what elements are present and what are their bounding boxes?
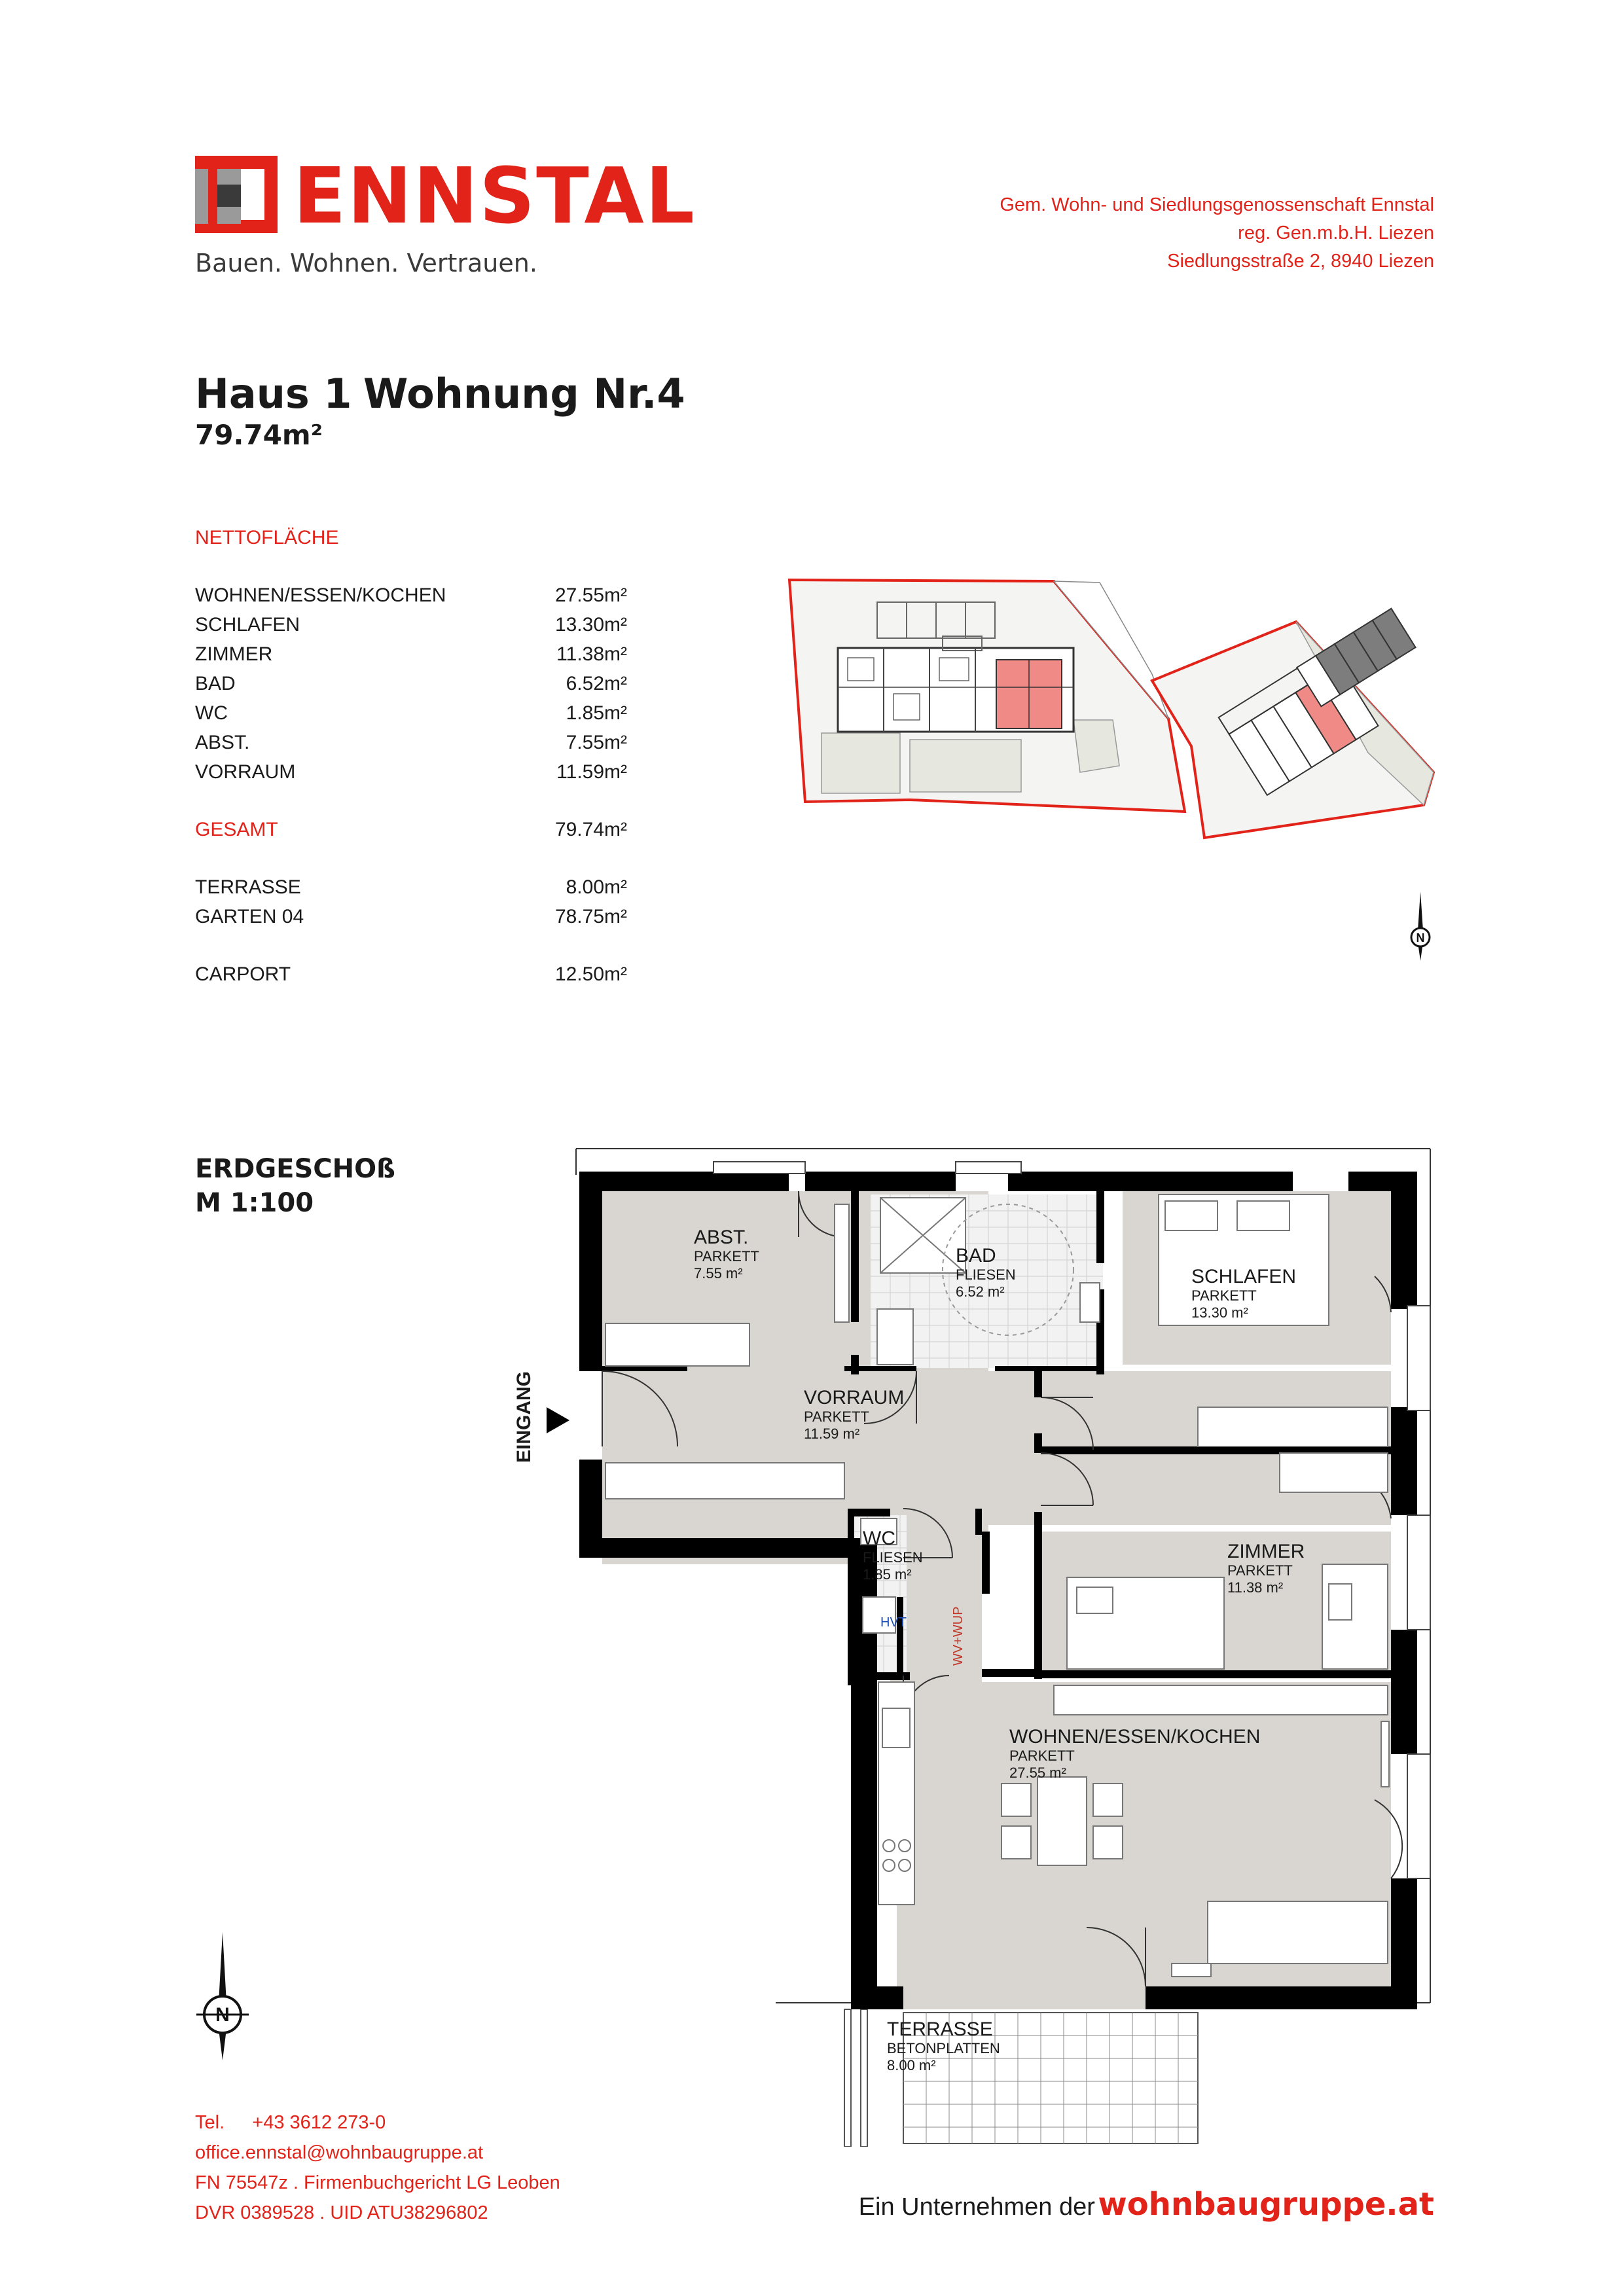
area-row-value: 11.38m² — [556, 643, 627, 665]
north-arrow-icon — [1401, 890, 1440, 962]
logo-mark-icon — [195, 156, 278, 233]
room-area-schlafen: 13.30 m² — [1191, 1304, 1248, 1321]
footer-contact — [195, 2108, 560, 2228]
area-row-value: 6.52m² — [566, 673, 627, 694]
area-row-value: 27.55m² — [554, 584, 627, 606]
room-floor-zimmer: PARKETT — [1227, 1562, 1293, 1579]
footer-phone-line — [195, 2108, 560, 2138]
area-total-row — [195, 819, 627, 848]
phone-number[interactable]: +43 3612 273-0 — [252, 2112, 386, 2133]
floor-name: ERDGESCHOß — [195, 1154, 395, 1184]
room-floor-wc: FLIESEN — [863, 1549, 923, 1566]
area-row-label: SCHLAFEN — [195, 614, 300, 636]
footer-company — [859, 2186, 1434, 2223]
area-row-label: WOHNEN/ESSEN/KOCHEN — [195, 584, 446, 606]
logo-text: ENNSTAL — [293, 151, 696, 241]
north-arrow-large-icon — [193, 1931, 252, 2062]
room-name-vorraum: VORRAUM — [804, 1387, 905, 1408]
area-row-label: WC — [195, 702, 228, 724]
room-area-wohnen: 27.55 m² — [1009, 1765, 1066, 1781]
room-floor-abst: PARKETT — [694, 1248, 759, 1265]
room-name-bad: BAD — [956, 1245, 996, 1266]
room-area-terrasse: 8.00 m² — [887, 2057, 936, 2073]
total-label: GESAMT — [195, 819, 278, 840]
area-row-label: TERRASSE — [195, 876, 301, 898]
address-line-1: Gem. Wohn- und Siedlungsgenossenschaft Ennstal — [1000, 194, 1434, 215]
area-row-value: 11.59m² — [556, 761, 627, 783]
area-row-label: BAD — [195, 673, 236, 694]
compass-label: N — [215, 2004, 230, 2026]
room-name-abst: ABST. — [694, 1227, 749, 1248]
area-row-value: 8.00m² — [566, 876, 627, 898]
area-row-value: 1.85m² — [566, 702, 627, 724]
compass-label: N — [1416, 931, 1425, 944]
area-row-value: 78.75m² — [554, 906, 627, 927]
wvwup-label: WV+WUP — [951, 1606, 965, 1666]
apartment-title: Wohnung Nr.4 — [363, 370, 685, 418]
room-name-terrasse: TERRASSE — [887, 2018, 993, 2040]
area-row-value: 7.55m² — [566, 732, 627, 753]
site-plan — [785, 576, 1440, 916]
area-row-value: 12.50m² — [554, 963, 627, 985]
room-floor-wohnen: PARKETT — [1009, 1748, 1075, 1764]
hvt-label: HVT — [880, 1615, 907, 1630]
area-row-label: VORRAUM — [195, 761, 296, 783]
area-row — [195, 614, 627, 643]
room-name-wohnen: WOHNEN/ESSEN/KOCHEN — [1009, 1726, 1261, 1748]
total-value: 79.74m² — [554, 819, 627, 840]
net-area-heading: NETTOFLÄCHE — [195, 527, 339, 548]
area-row-label: GARTEN 04 — [195, 906, 304, 927]
room-floor-bad: FLIESEN — [956, 1266, 1016, 1283]
room-area-abst: 7.55 m² — [694, 1265, 743, 1282]
company-prefix: Ein Unternehmen der — [858, 2193, 1095, 2221]
logo — [195, 151, 696, 278]
floor-plan — [504, 1145, 1519, 2147]
apartment-area: 79.74m² — [195, 419, 323, 451]
room-floor-vorraum: PARKETT — [804, 1408, 869, 1425]
phone-label: Tel. — [195, 2112, 225, 2133]
floor-scale: M 1:100 — [195, 1188, 314, 1218]
address-line-3: Siedlungsstraße 2, 8940 Liezen — [1167, 251, 1434, 272]
address-line-2: reg. Gen.m.b.H. Liezen — [1238, 223, 1434, 243]
area-row — [195, 732, 627, 761]
area-row — [195, 702, 627, 732]
room-area-wc: 1.85 m² — [863, 1566, 912, 1583]
house-title: Haus 1 — [195, 370, 352, 418]
room-name-schlafen: SCHLAFEN — [1191, 1266, 1297, 1287]
floor-title — [195, 1152, 395, 1220]
area-row — [195, 876, 627, 906]
room-area-vorraum: 11.59 m² — [804, 1426, 860, 1442]
company-brand[interactable]: wohnbaugruppe.at — [1098, 2186, 1434, 2223]
tagline: Bauen. Wohnen. Vertrauen. — [195, 249, 537, 278]
room-area-bad: 6.52 m² — [956, 1283, 1005, 1300]
area-row — [195, 906, 627, 935]
footer-fn: FN 75547z . Firmenbuchgericht LG Leoben — [195, 2172, 560, 2193]
area-table — [195, 584, 627, 993]
area-row-label: ZIMMER — [195, 643, 273, 665]
entrance-arrow-icon — [547, 1407, 569, 1433]
area-row — [195, 673, 627, 702]
footer-email[interactable]: office.ennstal@wohnbaugruppe.at — [195, 2142, 484, 2163]
entrance-label: EINGANG — [513, 1371, 535, 1463]
area-row — [195, 963, 627, 993]
room-floor-terrasse: BETONPLATTEN — [887, 2040, 1000, 2056]
area-row-value: 13.30m² — [554, 614, 627, 636]
room-name-zimmer: ZIMMER — [1227, 1541, 1305, 1562]
area-row — [195, 761, 627, 791]
room-floor-schlafen: PARKETT — [1191, 1287, 1257, 1304]
room-area-zimmer: 11.38 m² — [1227, 1579, 1284, 1596]
company-address — [845, 191, 1434, 276]
area-row — [195, 643, 627, 673]
area-row-label: CARPORT — [195, 963, 291, 985]
room-name-wc: WC — [863, 1528, 895, 1549]
footer-dvr: DVR 0389528 . UID ATU38296802 — [195, 2202, 488, 2223]
area-row-label: ABST. — [195, 732, 250, 753]
area-row — [195, 584, 627, 614]
